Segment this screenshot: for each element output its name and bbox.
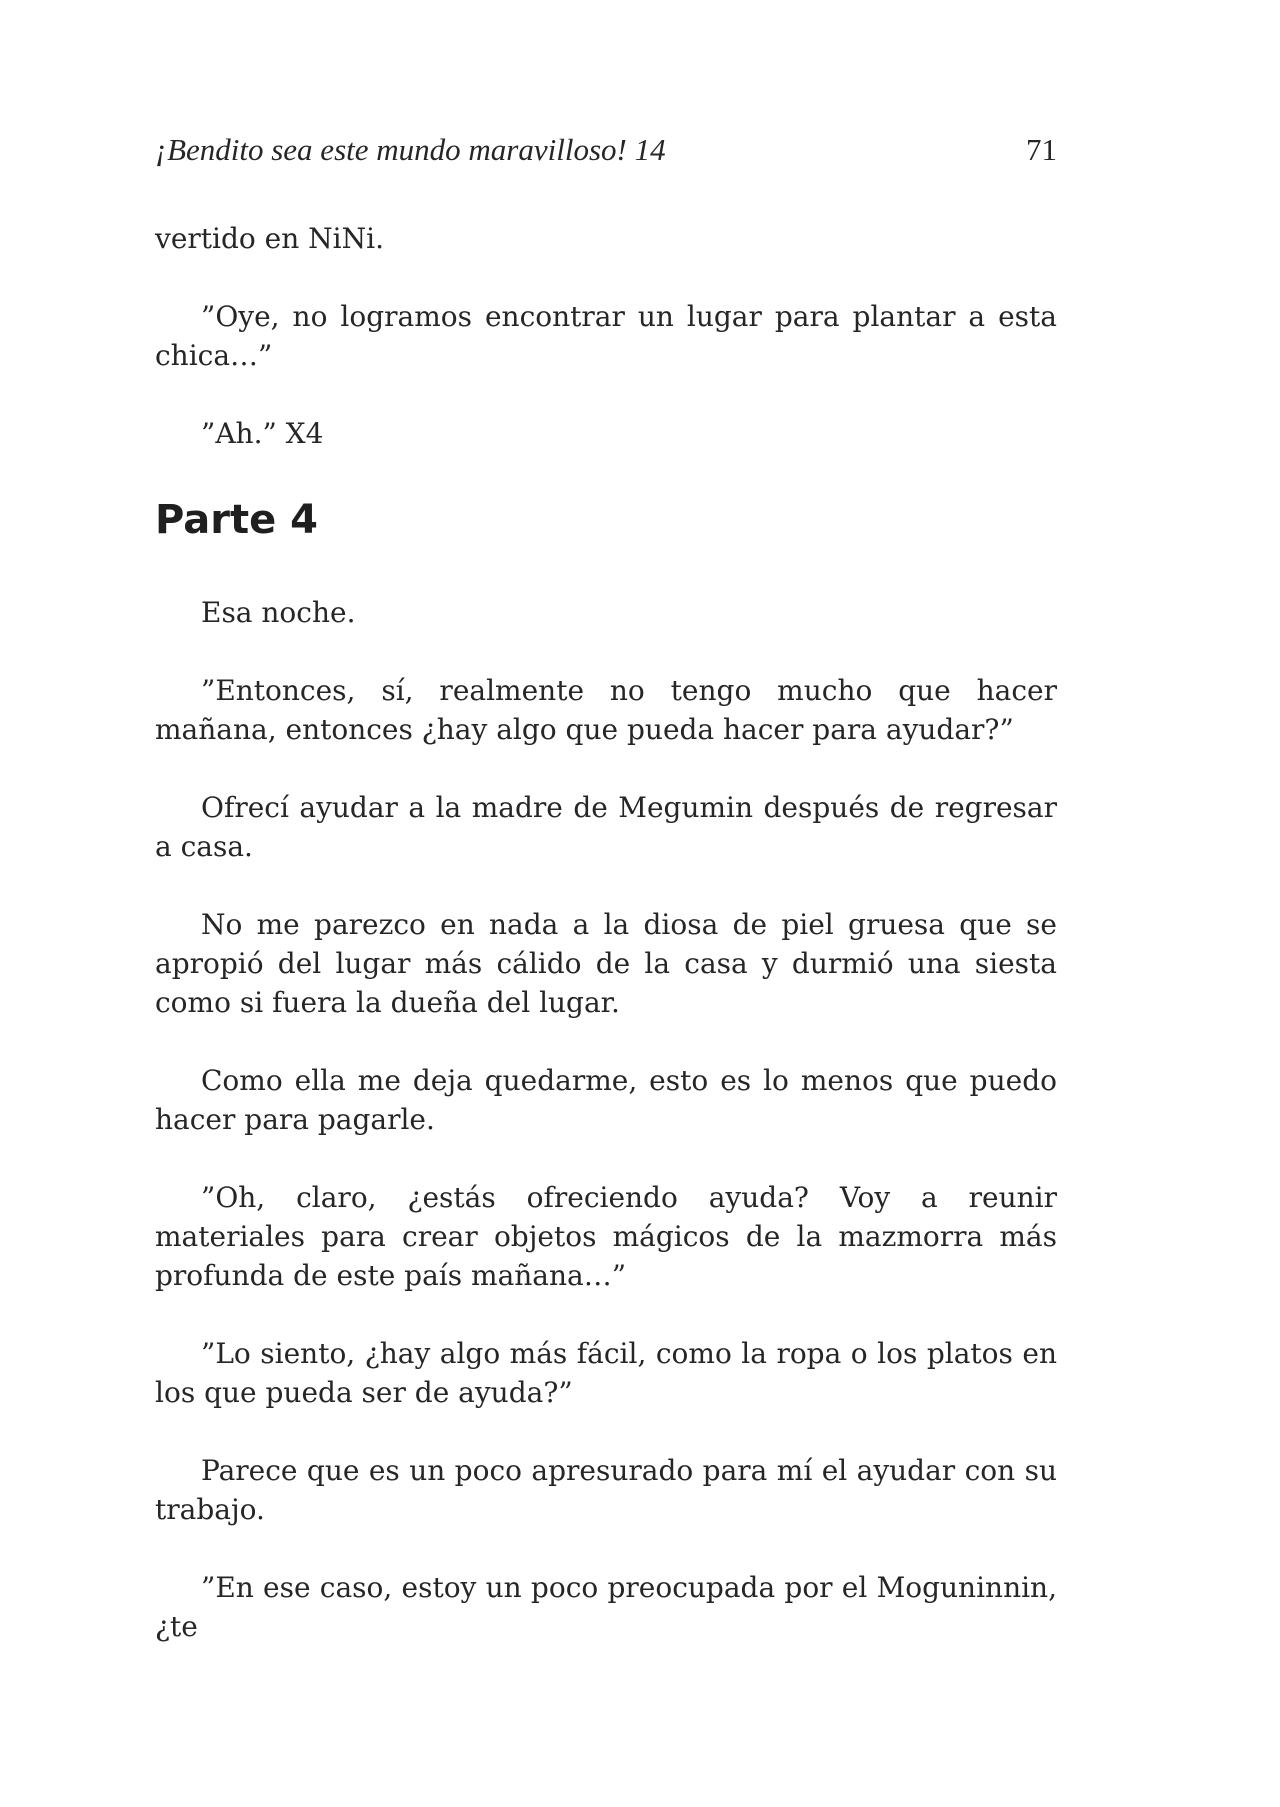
paragraph: vertido en NiNi.	[155, 222, 384, 255]
paragraph: ”En ese caso, estoy un poco preocupada por el Moguninnin, ¿te	[155, 1571, 1057, 1643]
paragraph: Como ella me deja quedarme, esto es lo menos que puedo hacer para pagarle.	[155, 1064, 1057, 1136]
paragraph: ”Oh, claro, ¿estás ofreciendo ayuda? Voy a reunir materiales para crear objetos mágicos de la mazmorra más profunda de este país mañana…”	[155, 1181, 1057, 1292]
paragraph: Ofrecí ayudar a la madre de Megumin después de regresar a casa.	[155, 791, 1057, 863]
paragraph: ”Oye, no logramos encontrar un lugar para plantar a esta chica…”	[155, 300, 1057, 372]
section-heading: Parte 4	[155, 497, 318, 543]
book-page	[155, 0, 1057, 1807]
paragraph: ”Ah.” X4	[201, 417, 324, 450]
page-number: 71	[1026, 132, 1057, 167]
paragraph: ”Lo siento, ¿hay algo más fácil, como la ropa o los platos en los que pueda ser de ayuda?”	[155, 1337, 1057, 1409]
paragraph: ”Entonces, sí, realmente no tengo mucho que hacer mañana, entonces ¿hay algo que pueda hacer para ayudar?”	[155, 674, 1057, 746]
book-title: ¡Bendito sea este mundo maravilloso! 14	[155, 132, 666, 167]
running-header	[155, 128, 1057, 172]
paragraph: No me parezco en nada a la diosa de piel gruesa que se apropió del lugar más cálido de la casa y durmió una siesta como si fuera la dueña del lugar.	[155, 908, 1057, 1019]
paragraph: Parece que es un poco apresurado para mí el ayudar con su trabajo.	[155, 1454, 1057, 1526]
page-body	[155, 219, 1057, 1685]
paragraph: Esa noche.	[201, 596, 356, 629]
